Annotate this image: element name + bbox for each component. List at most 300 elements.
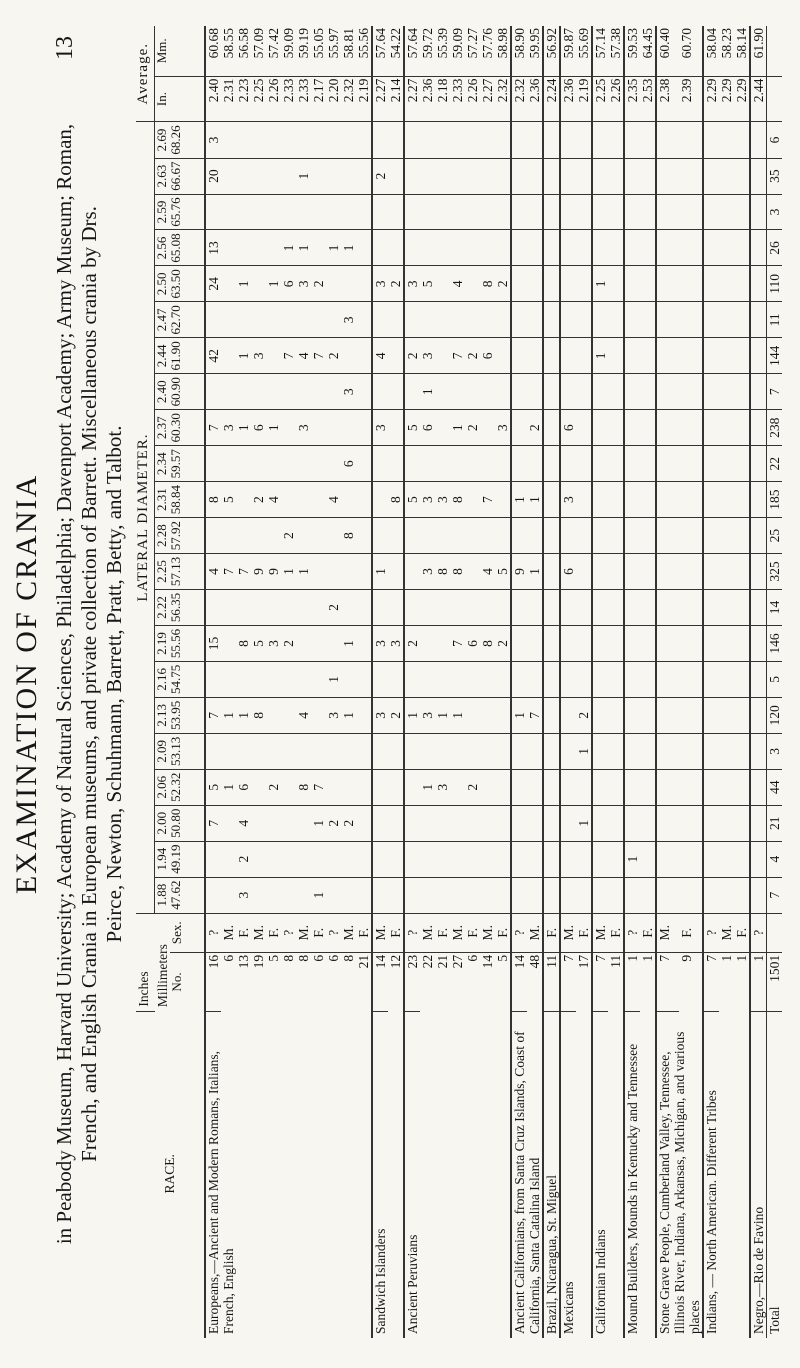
count-cell <box>734 410 750 446</box>
count-cell <box>281 697 296 733</box>
count-cell <box>221 733 236 769</box>
total-avg-mm <box>766 26 782 76</box>
count-cell: 8 <box>205 482 221 518</box>
count-cell <box>296 482 311 518</box>
count-cell: 1 <box>296 158 311 194</box>
count-cell: 3 <box>495 410 511 446</box>
count-cell <box>450 122 465 158</box>
count-cell <box>543 158 560 194</box>
count-cell <box>388 410 404 446</box>
count-cell <box>236 374 251 410</box>
count-cell <box>356 374 372 410</box>
count-cell <box>480 841 495 877</box>
count-cell: 8 <box>251 697 266 733</box>
count-cell <box>576 374 592 410</box>
count-cell <box>465 266 480 302</box>
count-cell <box>576 158 592 194</box>
count-cell <box>281 158 296 194</box>
count-cell <box>236 661 251 697</box>
average-mm: 57.38 <box>608 26 624 76</box>
count-cell <box>404 590 420 626</box>
count-cell <box>266 194 281 230</box>
average-inches: 2.26 <box>608 76 624 122</box>
count-cell: 6 <box>420 410 435 446</box>
count-cell <box>435 661 450 697</box>
count-cell: 2 <box>311 266 326 302</box>
count-cell <box>703 518 719 554</box>
size-inches: 2.16 <box>154 668 169 691</box>
size-column-header <box>155 194 205 230</box>
count-cell <box>719 230 734 266</box>
count-cell <box>608 158 624 194</box>
count-cell <box>356 194 372 230</box>
count-cell <box>640 661 656 697</box>
size-column-header <box>155 590 205 626</box>
specimen-count: 9 <box>679 954 694 962</box>
count-cell <box>341 410 356 446</box>
count-cell <box>296 122 311 158</box>
specimen-count: 5 <box>494 954 510 962</box>
count-cell: 1 <box>420 769 435 805</box>
sex-cell: F. <box>543 913 560 952</box>
count-cell <box>543 230 560 266</box>
size-column-header <box>155 697 205 733</box>
millimeters-label: Millimeters <box>154 944 170 1008</box>
count-cell: 5 <box>495 554 511 590</box>
count-cell <box>703 877 719 913</box>
specimen-count: 7 <box>592 952 608 1011</box>
count-cell <box>576 661 592 697</box>
average-mm: 60.40 <box>656 26 680 76</box>
count-cell <box>495 446 511 482</box>
size-column-header <box>155 518 205 554</box>
count-cell <box>734 446 750 482</box>
count-cell <box>656 877 680 913</box>
count-cell <box>679 158 703 194</box>
count-cell <box>624 410 640 446</box>
count-cell <box>356 158 372 194</box>
count-cell <box>640 374 656 410</box>
average-inches: 2.17 <box>311 76 326 122</box>
count-cell <box>511 518 527 554</box>
count-cell <box>311 194 326 230</box>
specimen-count: 6 <box>325 954 341 962</box>
size-column-header <box>155 302 205 338</box>
count-cell <box>719 266 734 302</box>
count-cell <box>465 230 480 266</box>
total-count-cell: 7 <box>766 877 782 913</box>
count-cell <box>388 302 404 338</box>
count-cell <box>734 661 750 697</box>
count-cell <box>388 841 404 877</box>
count-cell <box>311 374 326 410</box>
count-cell <box>465 194 480 230</box>
count-cell: 7 <box>311 338 326 374</box>
count-cell <box>543 554 560 590</box>
count-cell: 5 <box>420 266 435 302</box>
count-cell: 2 <box>465 410 480 446</box>
count-cell <box>527 518 543 554</box>
count-cell <box>372 122 388 158</box>
count-cell <box>296 194 311 230</box>
count-cell: 2 <box>388 697 404 733</box>
average-mm: 58.14 <box>734 26 750 76</box>
count-cell <box>543 338 560 374</box>
count-cell <box>679 194 703 230</box>
count-cell <box>205 841 221 877</box>
count-cell: 2 <box>326 590 341 626</box>
count-cell <box>450 374 465 410</box>
count-cell <box>734 338 750 374</box>
average-mm: 60.68 <box>205 26 221 76</box>
count-cell <box>341 122 356 158</box>
average-mm: 59.19 <box>296 26 311 76</box>
average-inches: 2.38 <box>656 76 680 122</box>
specimen-count: 21 <box>355 954 371 969</box>
count-cell <box>640 769 656 805</box>
count-cell <box>388 733 404 769</box>
count-cell <box>656 302 680 338</box>
count-cell <box>640 877 656 913</box>
count-cell <box>527 769 543 805</box>
count-cell <box>576 769 592 805</box>
race-header: RACE. <box>162 1154 178 1194</box>
count-cell <box>543 841 560 877</box>
count-cell <box>608 122 624 158</box>
count-cell <box>236 230 251 266</box>
count-cell: 4 <box>372 338 388 374</box>
count-cell: 1 <box>221 697 236 733</box>
average-mm: 58.90 <box>511 26 527 76</box>
count-cell <box>480 518 495 554</box>
count-cell <box>703 446 719 482</box>
total-count-cell: 238 <box>766 410 782 446</box>
count-cell <box>341 661 356 697</box>
count-cell: 8 <box>480 625 495 661</box>
sex-cell: M. <box>656 913 680 952</box>
count-cell <box>679 266 703 302</box>
count-cell <box>608 625 624 661</box>
count-cell <box>404 769 420 805</box>
count-cell <box>404 122 420 158</box>
count-cell <box>251 841 266 877</box>
count-cell <box>624 625 640 661</box>
count-cell <box>404 374 420 410</box>
average-mm: 57.64 <box>404 26 420 76</box>
count-cell <box>404 230 420 266</box>
count-cell <box>703 769 719 805</box>
count-cell <box>624 374 640 410</box>
count-cell <box>543 266 560 302</box>
count-cell <box>266 122 281 158</box>
count-cell <box>543 697 560 733</box>
size-column-header <box>155 769 205 805</box>
count-cell <box>356 230 372 266</box>
count-cell <box>560 446 576 482</box>
count-cell <box>236 302 251 338</box>
table-row <box>511 26 527 1338</box>
count-cell <box>719 410 734 446</box>
count-cell <box>266 661 281 697</box>
average-mm: 57.09 <box>251 26 266 76</box>
size-inches: 2.47 <box>154 308 169 332</box>
count-cell: 13 <box>205 230 221 266</box>
count-cell <box>576 338 592 374</box>
count-cell <box>640 194 656 230</box>
average-mm: 57.42 <box>266 26 281 76</box>
count-cell: 3 <box>372 697 388 733</box>
count-cell <box>608 554 624 590</box>
count-cell <box>356 554 372 590</box>
count-cell: 2 <box>236 841 251 877</box>
count-cell <box>576 841 592 877</box>
count-cell <box>592 194 608 230</box>
count-cell: 8 <box>296 769 311 805</box>
count-cell <box>435 158 450 194</box>
size-inches: 2.69 <box>154 128 169 152</box>
count-cell <box>543 661 560 697</box>
count-cell: 2 <box>495 625 511 661</box>
count-cell <box>205 590 221 626</box>
count-cell <box>495 338 511 374</box>
count-cell <box>251 769 266 805</box>
size-mm: 54.75 <box>168 664 183 695</box>
size-mm: 57.92 <box>168 520 183 551</box>
average-inches: 2.27 <box>480 76 495 122</box>
count-cell <box>679 374 703 410</box>
count-cell: 3 <box>560 482 576 518</box>
count-cell <box>266 446 281 482</box>
count-cell <box>388 194 404 230</box>
count-cell <box>656 733 680 769</box>
count-cell <box>703 374 719 410</box>
count-cell <box>221 158 236 194</box>
count-cell <box>592 625 608 661</box>
count-cell <box>341 590 356 626</box>
count-cell <box>205 302 221 338</box>
sex-header: Sex. <box>170 913 205 952</box>
sex-cell: F. <box>608 913 624 952</box>
count-cell <box>560 122 576 158</box>
race-name: Mound Builders, Mounds in Kentucky and Tennessee <box>624 1011 656 1338</box>
count-cell <box>703 410 719 446</box>
count-cell <box>750 769 767 805</box>
count-cell <box>543 518 560 554</box>
count-cell: 1 <box>527 482 543 518</box>
count-cell <box>624 158 640 194</box>
count-cell <box>281 302 296 338</box>
total-count-cell: 21 <box>766 805 782 841</box>
count-cell: 2 <box>388 266 404 302</box>
count-cell <box>511 661 527 697</box>
count-cell <box>404 194 420 230</box>
size-inches: 2.31 <box>154 488 169 512</box>
count-cell <box>560 877 576 913</box>
count-cell <box>420 446 435 482</box>
average-mm: 55.05 <box>311 26 326 76</box>
average-inches: 2.33 <box>296 76 311 122</box>
average-inches: 2.32 <box>341 76 356 122</box>
count-cell <box>404 446 420 482</box>
count-cell: 2 <box>281 625 296 661</box>
count-cell <box>372 518 388 554</box>
count-cell <box>296 518 311 554</box>
count-cell <box>480 446 495 482</box>
total-count-cell: 6 <box>766 122 782 158</box>
count-cell <box>266 877 281 913</box>
count-cell: 2 <box>465 769 480 805</box>
average-inches: 2.33 <box>281 76 296 122</box>
count-cell <box>560 518 576 554</box>
count-cell: 1 <box>221 769 236 805</box>
count-cell <box>576 410 592 446</box>
count-cell <box>624 446 640 482</box>
count-cell <box>608 446 624 482</box>
average-mm: 55.97 <box>326 26 341 76</box>
specimen-count: 23 <box>404 952 420 1011</box>
count-cell <box>450 805 465 841</box>
count-cell <box>608 805 624 841</box>
average-mm: 58.23 <box>719 26 734 76</box>
size-mm: 55.56 <box>168 628 183 659</box>
specimen-count: 27 <box>449 954 465 969</box>
size-mm: 63.50 <box>168 269 183 299</box>
count-cell <box>341 158 356 194</box>
count-cell <box>281 805 296 841</box>
count-cell: 7 <box>450 625 465 661</box>
sex-cell: ? <box>624 913 640 952</box>
count-cell <box>734 302 750 338</box>
count-cell: 5 <box>251 625 266 661</box>
count-cell: 5 <box>221 482 236 518</box>
count-cell <box>435 194 450 230</box>
subtitle-line-1: in Peabody Museum, Harvard University; Academy of Natural Sciences, Philadelphia; Davenport Academy; Army Museum; Roman, <box>52 123 76 1245</box>
count-cell <box>511 446 527 482</box>
count-cell <box>624 877 640 913</box>
count-cell <box>640 410 656 446</box>
count-cell: 1 <box>236 266 251 302</box>
count-cell <box>356 266 372 302</box>
average-mm: 56.92 <box>543 26 560 76</box>
count-cell <box>420 518 435 554</box>
count-cell <box>372 302 388 338</box>
count-cell <box>679 122 703 158</box>
count-cell <box>341 877 356 913</box>
count-cell <box>450 769 465 805</box>
count-cell <box>640 482 656 518</box>
average-inches: 2.36 <box>420 76 435 122</box>
count-cell <box>719 697 734 733</box>
size-column-header <box>155 841 205 877</box>
count-cell <box>511 194 527 230</box>
count-cell <box>236 590 251 626</box>
count-cell <box>750 733 767 769</box>
count-cell <box>281 446 296 482</box>
count-cell: 8 <box>435 554 450 590</box>
count-cell <box>624 302 640 338</box>
race-name: Californian Indians <box>592 1011 624 1338</box>
size-column-header <box>155 230 205 266</box>
size-column-header <box>155 446 205 482</box>
count-cell <box>388 158 404 194</box>
count-cell: 8 <box>341 518 356 554</box>
count-cell <box>480 661 495 697</box>
count-cell <box>372 374 388 410</box>
total-count-cell: 22 <box>766 446 782 482</box>
size-mm: 58.84 <box>168 485 183 515</box>
count-cell <box>341 482 356 518</box>
count-cell <box>624 733 640 769</box>
count-cell: 3 <box>435 482 450 518</box>
count-cell <box>236 518 251 554</box>
count-cell <box>465 733 480 769</box>
count-cell <box>750 697 767 733</box>
total-count-cell: 4 <box>766 841 782 877</box>
average-header: Average. <box>136 26 155 122</box>
count-cell: 5 <box>205 769 221 805</box>
count-cell <box>719 661 734 697</box>
count-cell: 6 <box>251 410 266 446</box>
count-cell <box>719 446 734 482</box>
count-cell <box>341 841 356 877</box>
count-cell <box>372 733 388 769</box>
count-cell: 3 <box>404 266 420 302</box>
average-inches: 2.36 <box>560 76 576 122</box>
size-mm: 66.67 <box>168 161 183 191</box>
count-cell <box>465 661 480 697</box>
sex-cell: F. <box>576 913 592 952</box>
count-cell <box>326 769 341 805</box>
total-avg-in <box>766 76 782 122</box>
count-cell <box>640 625 656 661</box>
count-cell <box>450 230 465 266</box>
count-cell <box>326 518 341 554</box>
average-inches: 2.26 <box>465 76 480 122</box>
total-count-cell: 7 <box>766 374 782 410</box>
count-cell <box>281 122 296 158</box>
count-cell: 4 <box>296 338 311 374</box>
size-mm: 65.08 <box>168 233 183 263</box>
count-cell <box>703 230 719 266</box>
count-cell <box>750 518 767 554</box>
count-cell <box>251 374 266 410</box>
count-cell: 7 <box>205 697 221 733</box>
table-row <box>592 26 608 1338</box>
average-mm: 59.95 <box>527 26 543 76</box>
sex-cell: F. <box>266 913 281 952</box>
count-cell <box>511 877 527 913</box>
count-cell <box>679 661 703 697</box>
size-inches: 2.22 <box>154 596 169 619</box>
count-cell <box>435 266 450 302</box>
race-name: Ancient Californians, from Santa Cruz Islands, Coast of California, Santa Catalina Island <box>511 1011 543 1338</box>
count-cell <box>341 194 356 230</box>
count-cell <box>592 877 608 913</box>
subtitle-line-2: French, and English Crania in European museums, and private collection of Barrett. Miscellaneous crania by Drs. <box>77 206 101 1162</box>
count-cell: 6 <box>465 625 480 661</box>
count-cell <box>266 338 281 374</box>
specimen-count: 6 <box>220 954 236 962</box>
count-cell <box>326 266 341 302</box>
count-cell: 7 <box>205 410 221 446</box>
count-cell <box>624 194 640 230</box>
count-cell <box>480 590 495 626</box>
count-cell: 1 <box>281 554 296 590</box>
count-cell <box>543 733 560 769</box>
count-cell <box>480 122 495 158</box>
count-cell: 24 <box>205 266 221 302</box>
count-cell <box>624 769 640 805</box>
